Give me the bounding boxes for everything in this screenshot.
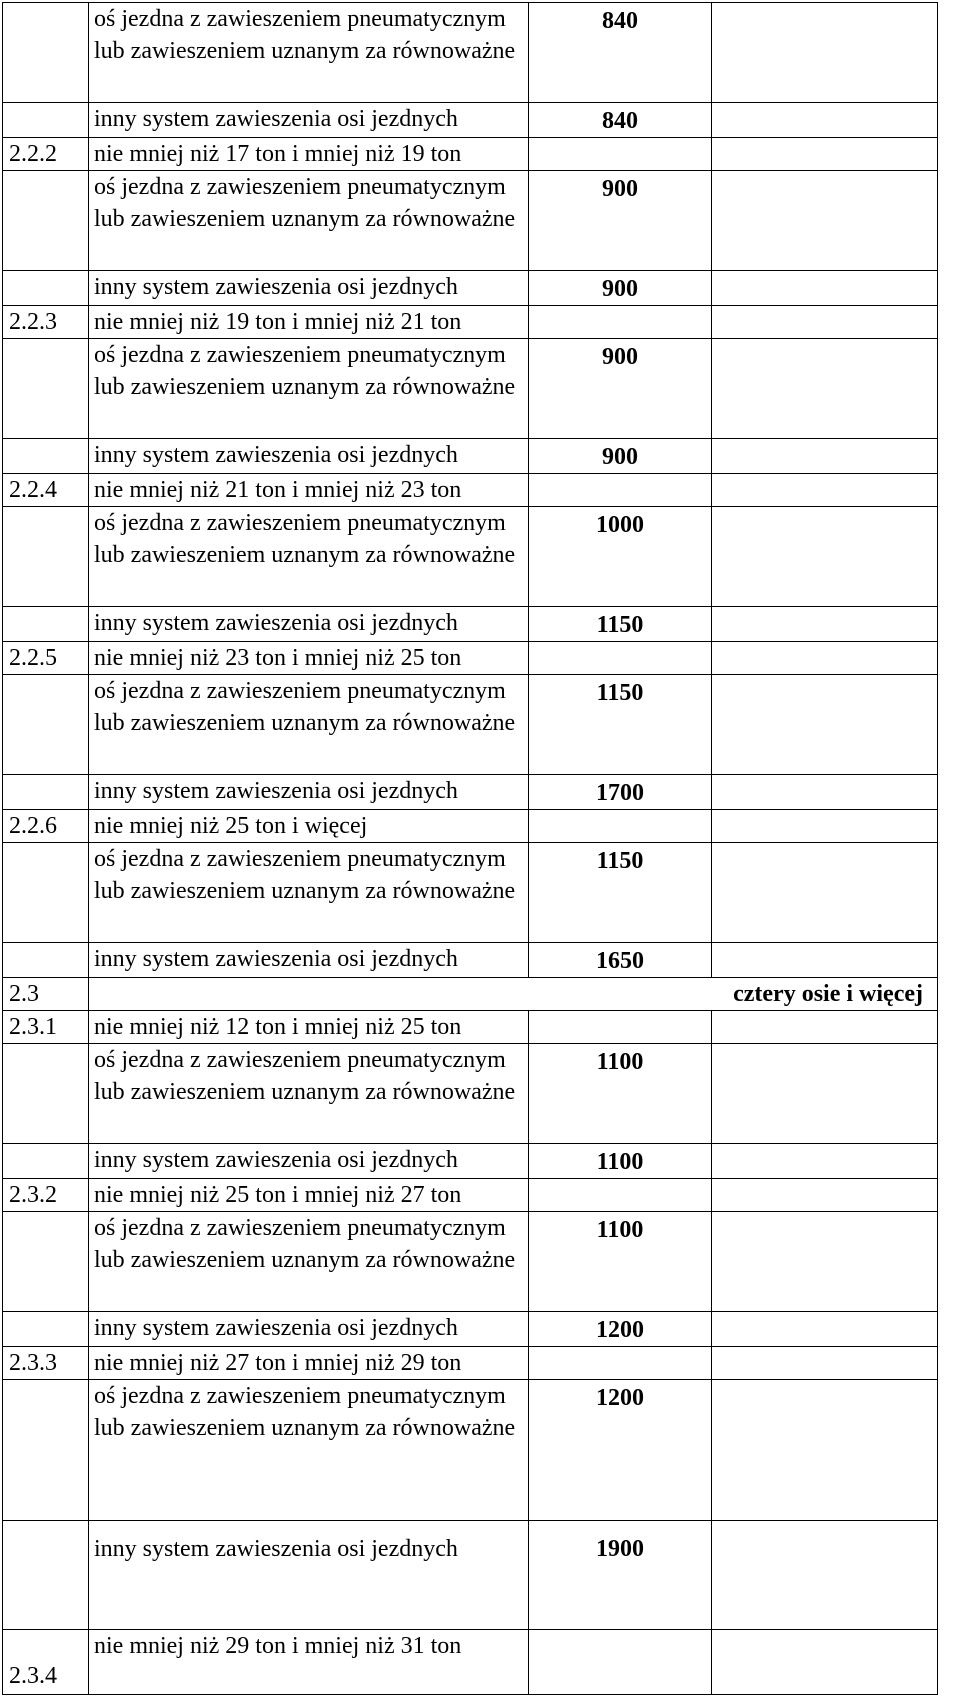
table-row bbox=[3, 843, 938, 943]
row-code-cell bbox=[3, 775, 89, 810]
section-empty-cell bbox=[712, 474, 938, 507]
row-empty-cell bbox=[712, 1380, 938, 1521]
table-row bbox=[3, 775, 938, 810]
row-empty-cell bbox=[712, 675, 938, 775]
section-description: nie mniej niż 23 ton i mniej niż 25 ton bbox=[89, 642, 529, 675]
row-value: 840 bbox=[529, 3, 712, 103]
row-description: oś jezdna z zawieszeniem pneumatycznym lub zawieszeniem uznanym za równoważne bbox=[89, 507, 529, 607]
section-description: nie mniej niż 12 ton i mniej niż 25 ton bbox=[89, 1011, 529, 1044]
table-section-row bbox=[3, 474, 938, 507]
row-code-cell bbox=[3, 943, 89, 978]
row-description: oś jezdna z zawieszeniem pneumatycznym lub zawieszeniem uznanym za równoważne bbox=[89, 843, 529, 943]
table-section-row bbox=[3, 138, 938, 171]
section-description: nie mniej niż 25 ton i mniej niż 27 ton bbox=[89, 1179, 529, 1212]
table-row bbox=[3, 339, 938, 439]
table-row bbox=[3, 1212, 938, 1312]
row-value: 1200 bbox=[529, 1312, 712, 1347]
section-empty-cell bbox=[529, 138, 712, 171]
table-row bbox=[3, 439, 938, 474]
section-empty-cell bbox=[529, 1347, 712, 1380]
row-value: 1100 bbox=[529, 1044, 712, 1144]
table-section-row bbox=[3, 810, 938, 843]
row-value: 1100 bbox=[529, 1212, 712, 1312]
row-code-cell bbox=[3, 171, 89, 271]
row-code-cell bbox=[3, 339, 89, 439]
row-description: inny system zawieszenia osi jezdnych bbox=[89, 607, 529, 642]
row-description: inny system zawieszenia osi jezdnych bbox=[89, 775, 529, 810]
section-empty-cell bbox=[529, 1011, 712, 1044]
row-empty-cell bbox=[712, 1312, 938, 1347]
section-empty-cell bbox=[529, 306, 712, 339]
row-value: 1000 bbox=[529, 507, 712, 607]
row-code-cell bbox=[3, 1144, 89, 1179]
row-empty-cell bbox=[712, 607, 938, 642]
fee-table bbox=[2, 2, 938, 1695]
section-empty-cell bbox=[529, 474, 712, 507]
row-empty-cell bbox=[712, 103, 938, 138]
table-section-row bbox=[3, 306, 938, 339]
section-description: nie mniej niż 21 ton i mniej niż 23 ton bbox=[89, 474, 529, 507]
row-description: oś jezdna z zawieszeniem pneumatycznym lub zawieszeniem uznanym za równoważne bbox=[89, 1380, 529, 1521]
row-description: inny system zawieszenia osi jezdnych bbox=[89, 439, 529, 474]
table-row bbox=[3, 1144, 938, 1179]
section-empty-cell bbox=[529, 810, 712, 843]
row-empty-cell bbox=[712, 943, 938, 978]
table-row bbox=[3, 943, 938, 978]
row-empty-cell bbox=[712, 439, 938, 474]
row-empty-cell bbox=[712, 271, 938, 306]
row-code-cell bbox=[3, 1212, 89, 1312]
section-empty-cell bbox=[529, 642, 712, 675]
row-empty-cell bbox=[712, 1044, 938, 1144]
section-code: 2.2.4 bbox=[3, 474, 89, 507]
section-code: 2.2.3 bbox=[3, 306, 89, 339]
row-empty-cell bbox=[712, 3, 938, 103]
row-value: 1100 bbox=[529, 1144, 712, 1179]
table-row bbox=[3, 103, 938, 138]
table-row bbox=[3, 507, 938, 607]
row-value: 1900 bbox=[529, 1521, 712, 1630]
row-empty-cell bbox=[712, 1212, 938, 1312]
row-value: 1150 bbox=[529, 843, 712, 943]
section-description: nie mniej niż 25 ton i więcej bbox=[89, 810, 529, 843]
row-code-cell bbox=[3, 1312, 89, 1347]
row-value: 1200 bbox=[529, 1380, 712, 1521]
row-description: inny system zawieszenia osi jezdnych bbox=[89, 271, 529, 306]
row-empty-cell bbox=[712, 507, 938, 607]
row-description: oś jezdna z zawieszeniem pneumatycznym lub zawieszeniem uznanym za równoważne bbox=[89, 1212, 529, 1312]
section-empty-cell bbox=[712, 810, 938, 843]
table-section-row bbox=[3, 1630, 938, 1695]
row-description: inny system zawieszenia osi jezdnych bbox=[89, 103, 529, 138]
row-code-cell bbox=[3, 507, 89, 607]
row-value: 900 bbox=[529, 171, 712, 271]
row-empty-cell bbox=[712, 339, 938, 439]
row-code-cell bbox=[3, 1044, 89, 1144]
section-empty-cell bbox=[712, 1011, 938, 1044]
row-value: 900 bbox=[529, 271, 712, 306]
group-description: cztery osie i więcej bbox=[89, 978, 938, 1011]
table-row bbox=[3, 271, 938, 306]
row-value: 900 bbox=[529, 339, 712, 439]
row-code-cell bbox=[3, 103, 89, 138]
section-code: 2.3.3 bbox=[3, 1347, 89, 1380]
row-description: oś jezdna z zawieszeniem pneumatycznym lub zawieszeniem uznanym za równoważne bbox=[89, 3, 529, 103]
section-empty-cell bbox=[529, 1630, 712, 1695]
table-section-row bbox=[3, 1347, 938, 1380]
row-code-cell bbox=[3, 3, 89, 103]
row-value: 1650 bbox=[529, 943, 712, 978]
table-row bbox=[3, 1312, 938, 1347]
row-description: inny system zawieszenia osi jezdnych bbox=[89, 1312, 529, 1347]
section-code: 2.3.4 bbox=[3, 1630, 89, 1695]
table-section-row bbox=[3, 1011, 938, 1044]
row-value: 1150 bbox=[529, 607, 712, 642]
row-description: oś jezdna z zawieszeniem pneumatycznym lub zawieszeniem uznanym za równoważne bbox=[89, 675, 529, 775]
section-description: nie mniej niż 17 ton i mniej niż 19 ton bbox=[89, 138, 529, 171]
section-empty-cell bbox=[712, 138, 938, 171]
table-row bbox=[3, 607, 938, 642]
table-row bbox=[3, 171, 938, 271]
section-code: 2.2.6 bbox=[3, 810, 89, 843]
table-row bbox=[3, 675, 938, 775]
row-description: oś jezdna z zawieszeniem pneumatycznym lub zawieszeniem uznanym za równoważne bbox=[89, 1044, 529, 1144]
table-section-row bbox=[3, 1179, 938, 1212]
row-description: oś jezdna z zawieszeniem pneumatycznym lub zawieszeniem uznanym za równoważne bbox=[89, 171, 529, 271]
section-description: nie mniej niż 29 ton i mniej niż 31 ton bbox=[89, 1630, 529, 1695]
table-row bbox=[3, 1044, 938, 1144]
row-value: 1700 bbox=[529, 775, 712, 810]
section-code: 2.2.5 bbox=[3, 642, 89, 675]
row-code-cell bbox=[3, 271, 89, 306]
row-empty-cell bbox=[712, 843, 938, 943]
row-description: inny system zawieszenia osi jezdnych bbox=[89, 1144, 529, 1179]
section-empty-cell bbox=[712, 1347, 938, 1380]
table-row bbox=[3, 1521, 938, 1630]
row-value: 840 bbox=[529, 103, 712, 138]
row-empty-cell bbox=[712, 171, 938, 271]
section-description: nie mniej niż 19 ton i mniej niż 21 ton bbox=[89, 306, 529, 339]
row-code-cell bbox=[3, 607, 89, 642]
section-code: 2.2.2 bbox=[3, 138, 89, 171]
row-value: 1150 bbox=[529, 675, 712, 775]
section-empty-cell bbox=[712, 642, 938, 675]
section-code: 2.3.2 bbox=[3, 1179, 89, 1212]
table-row bbox=[3, 3, 938, 103]
row-description: oś jezdna z zawieszeniem pneumatycznym lub zawieszeniem uznanym za równoważne bbox=[89, 339, 529, 439]
group-code: 2.3 bbox=[3, 978, 89, 1011]
row-empty-cell bbox=[712, 1144, 938, 1179]
table-group-row bbox=[3, 978, 938, 1011]
row-code-cell bbox=[3, 1380, 89, 1521]
row-code-cell bbox=[3, 439, 89, 474]
row-code-cell bbox=[3, 675, 89, 775]
table-section-row bbox=[3, 642, 938, 675]
section-empty-cell bbox=[529, 1179, 712, 1212]
section-description: nie mniej niż 27 ton i mniej niż 29 ton bbox=[89, 1347, 529, 1380]
row-code-cell bbox=[3, 1521, 89, 1630]
row-description: inny system zawieszenia osi jezdnych bbox=[89, 1521, 529, 1630]
table-row bbox=[3, 1380, 938, 1521]
row-code-cell bbox=[3, 843, 89, 943]
row-empty-cell bbox=[712, 775, 938, 810]
row-value: 900 bbox=[529, 439, 712, 474]
section-code: 2.3.1 bbox=[3, 1011, 89, 1044]
section-empty-cell bbox=[712, 1179, 938, 1212]
row-description: inny system zawieszenia osi jezdnych bbox=[89, 943, 529, 978]
section-empty-cell bbox=[712, 306, 938, 339]
section-empty-cell bbox=[712, 1630, 938, 1695]
row-empty-cell bbox=[712, 1521, 938, 1630]
